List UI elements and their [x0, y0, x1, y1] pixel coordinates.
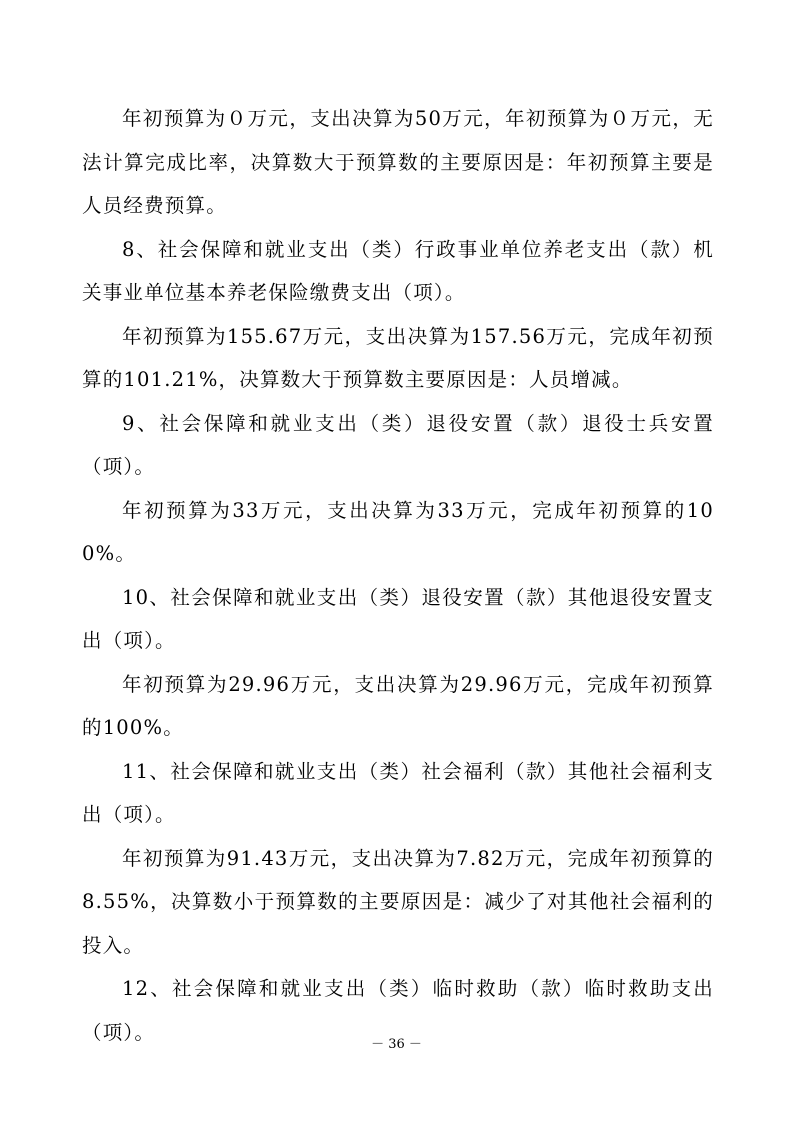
- paragraph-3: 年初预算为155.67万元，支出决算为157.56万元，完成年初预算的101.21%，决算数大于预算数主要原因是：人员增减。: [82, 324, 714, 391]
- paragraph-1: 年初预算为０万元，支出决算为50万元，年初预算为０万元，无法计算完成比率，决算数大于预算数的主要原因是：年初预算主要是人员经费预算。: [82, 107, 714, 217]
- paragraph-5: 年初预算为33万元，支出决算为33万元，完成年初预算的100%。: [82, 498, 714, 565]
- paragraph-7: 年初预算为29.96万元，支出决算为29.96万元，完成年初预算的100%。: [82, 672, 714, 739]
- paragraph-10: 12、社会保障和就业支出（类）临时救助（款）临时救助支出（项）。: [82, 977, 714, 1044]
- paragraph-6: 10、社会保障和就业支出（类）退役安置（款）其他退役安置支出（项）。: [82, 585, 714, 652]
- paragraph-9: 年初预算为91.43万元，支出决算为7.82万元，完成年初预算的8.55%，决算数小于预算数的主要原因是：减少了对其他社会福利的投入。: [82, 846, 714, 957]
- body-text: [82, 97, 714, 1054]
- page-number: － 36 －: [371, 1037, 422, 1052]
- paragraph-2: 8、社会保障和就业支出（类）行政事业单位养老支出（款）机关事业单位基本养老保险缴费支出（项）。: [82, 237, 714, 304]
- paragraph-4: 9、社会保障和就业支出（类）退役安置（款）退役士兵安置（项）。: [82, 411, 714, 478]
- paragraph-8: 11、社会保障和就业支出（类）社会福利（款）其他社会福利支出（项）。: [82, 759, 714, 826]
